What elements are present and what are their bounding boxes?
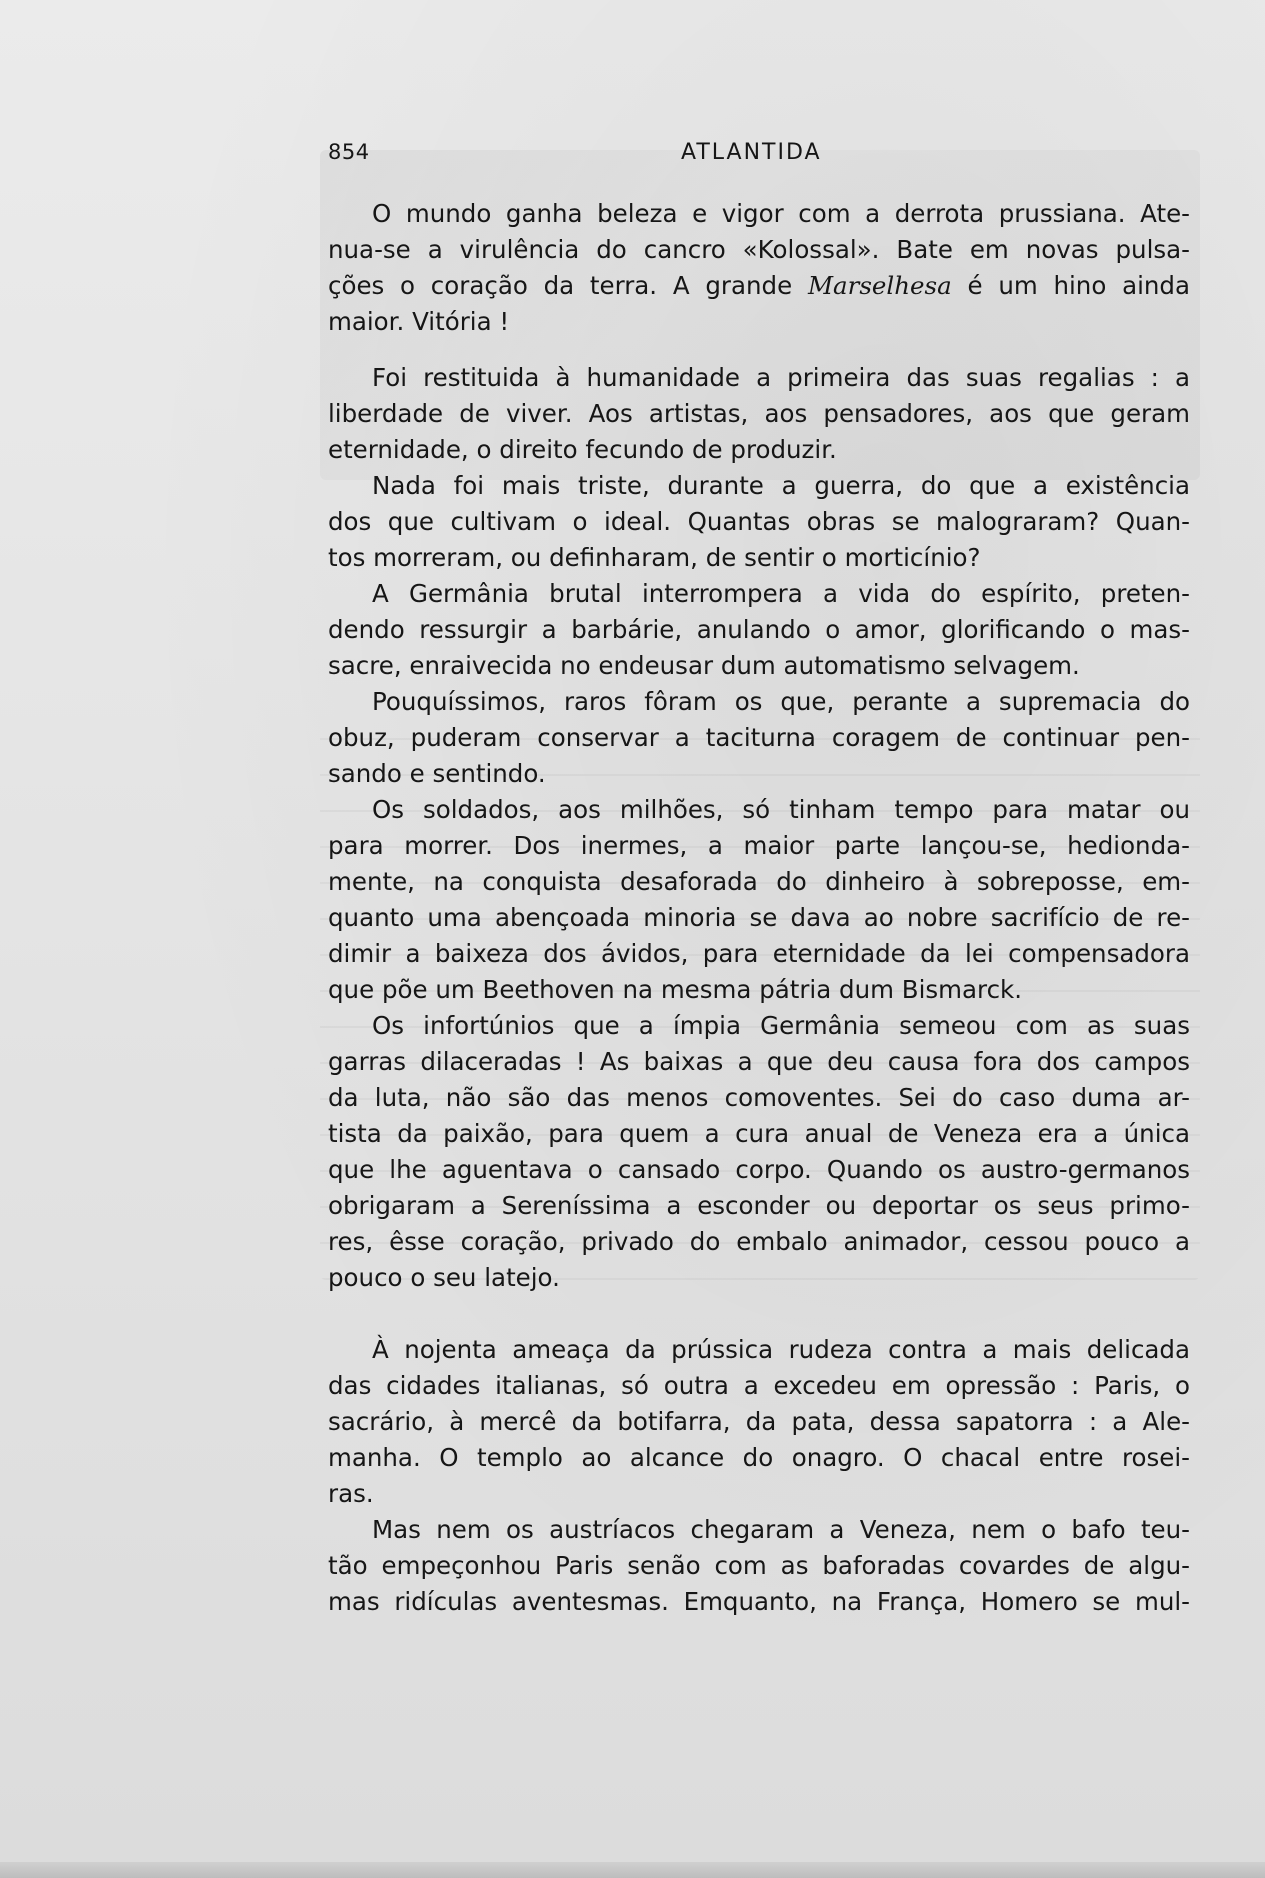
body-text <box>328 196 1190 1620</box>
text-fragment: ções o coração da terra. A grande <box>328 271 793 300</box>
page-header <box>328 140 1188 174</box>
text-line: tista da paixão, para quem a cura anual de Veneza era a única <box>328 1119 1190 1148</box>
text-line: garras dilaceradas ! As baixas a que deu causa fora dos campos <box>328 1047 1190 1076</box>
text-line: Nada foi mais triste, durante a guerra, do que a existência <box>372 471 1190 500</box>
text-line: obrigaram a Sereníssima a esconder ou deportar os seus primo- <box>328 1191 1190 1220</box>
text-line: da luta, não são das menos comoventes. Sei do caso duma ar- <box>328 1083 1190 1112</box>
page-bottom-edge <box>0 1862 1265 1878</box>
text-line: dos que cultivam o ideal. Quantas obras se malograram? Quan- <box>328 507 1190 536</box>
text-line: sacrário, à mercê da botifarra, da pata, dessa sapatorra : a Ale- <box>328 1407 1190 1436</box>
text-line: A Germânia brutal interrompera a vida do espírito, preten- <box>372 579 1190 608</box>
text-line: que lhe aguentava o cansado corpo. Quando os austro-germanos <box>328 1155 1190 1184</box>
text-line: eternidade, o direito fecundo de produzir. <box>328 435 837 464</box>
text-line: À nojenta ameaça da prússica rudeza contra a mais delicada <box>372 1335 1190 1364</box>
text-line: Mas nem os austríacos chegaram a Veneza, nem o bafo teu- <box>372 1515 1190 1544</box>
paragraph-gap <box>328 1296 1190 1332</box>
text-line: mente, na conquista desaforada do dinheiro à sobreposse, em- <box>328 867 1190 896</box>
text-line: pouco o seu latejo. <box>328 1263 560 1292</box>
emphasized-title: Marselhesa <box>807 271 952 300</box>
text-line: liberdade de viver. Aos artistas, aos pensadores, aos que geram <box>328 399 1190 428</box>
text-line: dendo ressurgir a barbárie, anulando o amor, glorificando o mas- <box>328 615 1190 644</box>
text-line: Foi restituida à humanidade a primeira das suas regalias : a <box>372 363 1190 392</box>
text-line: tão empeçonhou Paris senão com as baforadas covardes de algu- <box>328 1551 1190 1580</box>
text-fragment: é um hino ainda <box>967 271 1190 300</box>
paragraph-gap <box>328 340 1190 360</box>
text-line: Os infortúnios que a ímpia Germânia semeou com as suas <box>372 1011 1190 1040</box>
text-line: manha. O templo ao alcance do onagro. O chacal entre rosei- <box>328 1443 1190 1472</box>
text-line: das cidades italianas, só outra a excedeu em opressão : Paris, o <box>328 1371 1190 1400</box>
text-line: res, êsse coração, privado do embalo animador, cessou pouco a <box>328 1227 1190 1256</box>
text-line: Os soldados, aos milhões, só tinham tempo para matar ou <box>372 795 1190 824</box>
text-line: maior. Vitória ! <box>328 307 510 336</box>
text-line: dimir a baixeza dos ávidos, para eternidade da lei compensadora <box>328 939 1190 968</box>
text-line: tos morreram, ou definharam, de sentir o morticínio? <box>328 543 981 572</box>
text-line: para morrer. Dos inermes, a maior parte lançou-se, hedionda- <box>328 831 1190 860</box>
text-line: mas ridículas aventesmas. Emquanto, na França, Homero se mul- <box>328 1587 1190 1616</box>
text-line: obuz, puderam conservar a taciturna coragem de continuar pen- <box>328 723 1190 752</box>
text-line: O mundo ganha beleza e vigor com a derrota prussiana. Ate- <box>372 199 1190 228</box>
text-line: quanto uma abençoada minoria se dava ao nobre sacrifício de re- <box>328 903 1190 932</box>
text-line: sando e sentindo. <box>328 759 546 788</box>
running-title: ATLANTIDA <box>681 140 822 165</box>
text-line: que põe um Beethoven na mesma pátria dum Bismarck. <box>328 975 1023 1004</box>
text-line: sacre, enraivecida no endeusar dum automatismo selvagem. <box>328 651 1080 680</box>
text-line: Pouquíssimos, raros fôram os que, perante a supremacia do <box>372 687 1190 716</box>
text-line <box>328 268 1190 304</box>
page-number: 854 <box>328 140 370 164</box>
text-line: ras. <box>328 1479 374 1508</box>
text-line: nua-se a virulência do cancro «Kolossal». Bate em novas pulsa- <box>328 235 1190 264</box>
